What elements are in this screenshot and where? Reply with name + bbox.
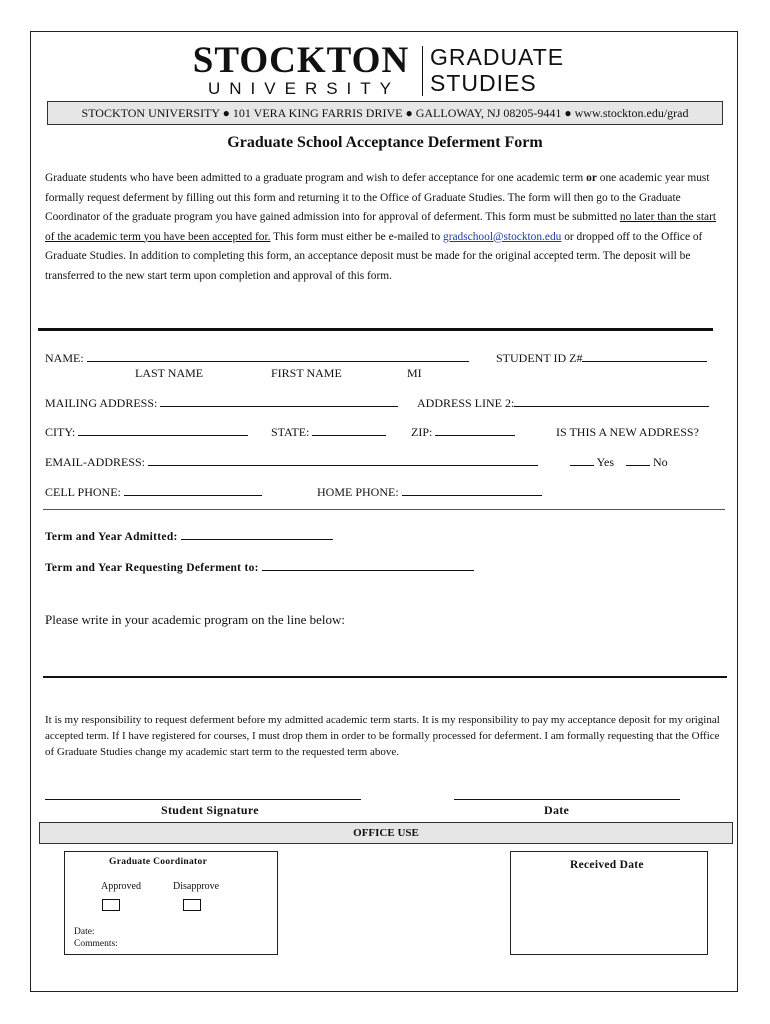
email-label: EMAIL-ADDRESS: (45, 455, 146, 469)
office-use-bar: OFFICE USE (39, 822, 733, 844)
city-label: CITY: (45, 425, 76, 439)
mailing-address-field[interactable] (45, 396, 398, 411)
gradschool-email-link[interactable]: gradschool@stockton.edu (443, 230, 562, 243)
term-requesting-field[interactable] (45, 560, 474, 574)
mi-caption: MI (407, 366, 422, 380)
section-divider-top (38, 328, 713, 331)
name-line[interactable] (87, 351, 469, 362)
program-prompt: Please write in your academic program on the line below: (45, 612, 345, 627)
form-title: Graduate School Acceptance Deferment Form (227, 134, 543, 151)
yes-line[interactable] (570, 455, 594, 466)
address-line-2-line[interactable] (514, 396, 709, 407)
intro-text-1: Graduate students who have been admitted to a graduate program and wish to defer acceptance for one academic term (45, 172, 587, 184)
home-phone-line[interactable] (402, 485, 542, 496)
city-line[interactable] (78, 425, 248, 436)
cell-phone-label: CELL PHONE: (45, 485, 121, 499)
zip-label: ZIP: (411, 425, 433, 439)
logo-university-text: UNIVERSITY (207, 79, 401, 98)
new-address-no[interactable] (626, 455, 668, 470)
term-admitted-line[interactable] (181, 529, 333, 540)
mailing-address-label: MAILING ADDRESS: (45, 396, 158, 410)
home-phone-field[interactable] (317, 485, 542, 500)
section-divider-contact (43, 509, 725, 510)
intro-text-4: or dropped off to the Office of Graduate Studies. In addition to completing this form, an acceptance deposit must be made for the original accepted term. The deposit will be transferred to the new start term upon completion and approval of this form. (45, 230, 703, 282)
coordinator-title: Graduate Coordinator (109, 857, 208, 867)
address-line-2-field[interactable] (417, 396, 709, 411)
student-id-field[interactable] (496, 351, 707, 366)
disapprove-label: Disapprove (173, 881, 220, 892)
state-label: STATE: (271, 425, 310, 439)
graduate-studies-logo (430, 44, 564, 96)
received-date-label: Received Date (570, 859, 644, 871)
student-id-line[interactable] (582, 351, 707, 362)
signature-date-label: Date (544, 803, 570, 817)
coordinator-date-label: Date: (74, 927, 95, 937)
no-label: No (653, 455, 668, 469)
disapprove-checkbox[interactable] (183, 899, 201, 911)
intro-or: or (586, 172, 597, 184)
address-line-2-label: ADDRESS LINE 2: (417, 396, 515, 410)
no-line[interactable] (626, 455, 650, 466)
zip-line[interactable] (435, 425, 515, 436)
cell-phone-field[interactable] (45, 485, 262, 500)
email-line[interactable] (148, 455, 538, 466)
logo-studies-text: STUDIES (430, 70, 537, 96)
address-bar: STOCKTON UNIVERSITY ● 101 VERA KING FARRIS DRIVE ● GALLOWAY, NJ 08205-9441 ● www.stockton.edu/grad (47, 101, 723, 125)
intro-text-2: one academic year must formally request deferment by filling out this form and returning it to the Office of Graduate Studies. The form will then go to the Graduate Coordinator of the graduate program you have gained admission into for approval of deferment. This form must be submitted (45, 172, 710, 223)
term-requesting-line[interactable] (262, 560, 474, 571)
student-id-label: STUDENT ID Z# (496, 351, 583, 365)
new-address-yes[interactable] (570, 455, 614, 470)
student-signature-label: Student Signature (161, 803, 259, 817)
student-signature-line[interactable] (45, 799, 361, 800)
email-field[interactable] (45, 455, 538, 470)
logo-divider (422, 46, 423, 96)
university-logo (191, 40, 411, 100)
coordinator-comments-label: Comments: (74, 939, 118, 949)
program-line[interactable] (43, 676, 727, 678)
responsibility-statement: It is my responsibility to request deferment before my admitted academic term starts. It is my responsibility to pay my acceptance deposit for my original accepted term. If I have registered for courses, I must drop them in order to be formally processed for deferment. I am formally requesting that the Office of Graduate Studies change my academic start term to the requested term above. (45, 714, 720, 758)
name-label: NAME: (45, 351, 84, 365)
state-field[interactable] (271, 425, 386, 440)
yes-label: Yes (596, 455, 615, 469)
signature-date-line[interactable] (454, 799, 680, 800)
city-field[interactable] (45, 425, 248, 440)
graduate-coordinator-box (64, 851, 278, 955)
form-page (30, 31, 738, 992)
cell-phone-line[interactable] (124, 485, 262, 496)
intro-paragraph (45, 169, 725, 286)
last-name-caption: LAST NAME (135, 366, 204, 380)
mailing-address-line[interactable] (160, 396, 398, 407)
approved-label: Approved (101, 881, 141, 892)
approved-checkbox[interactable] (102, 899, 120, 911)
term-admitted-field[interactable] (45, 529, 333, 543)
intro-text-3: This form must either be e-mailed to (270, 230, 443, 243)
term-admitted-label: Term and Year Admitted: (45, 531, 178, 543)
state-line[interactable] (312, 425, 386, 436)
first-name-caption: FIRST NAME (271, 366, 342, 380)
new-address-question: IS THIS A NEW ADDRESS? (556, 425, 699, 439)
logo-graduate-text: GRADUATE (430, 44, 565, 70)
intro-deadline: no later than the start of the academic term you have been accepted for. (45, 211, 717, 243)
zip-field[interactable] (411, 425, 515, 440)
name-field[interactable] (45, 351, 469, 366)
logo-stockton-text: STOCKTON (192, 40, 410, 81)
term-requesting-label: Term and Year Requesting Deferment to: (45, 562, 259, 574)
received-date-box (510, 851, 708, 955)
home-phone-label: HOME PHONE: (317, 485, 399, 499)
